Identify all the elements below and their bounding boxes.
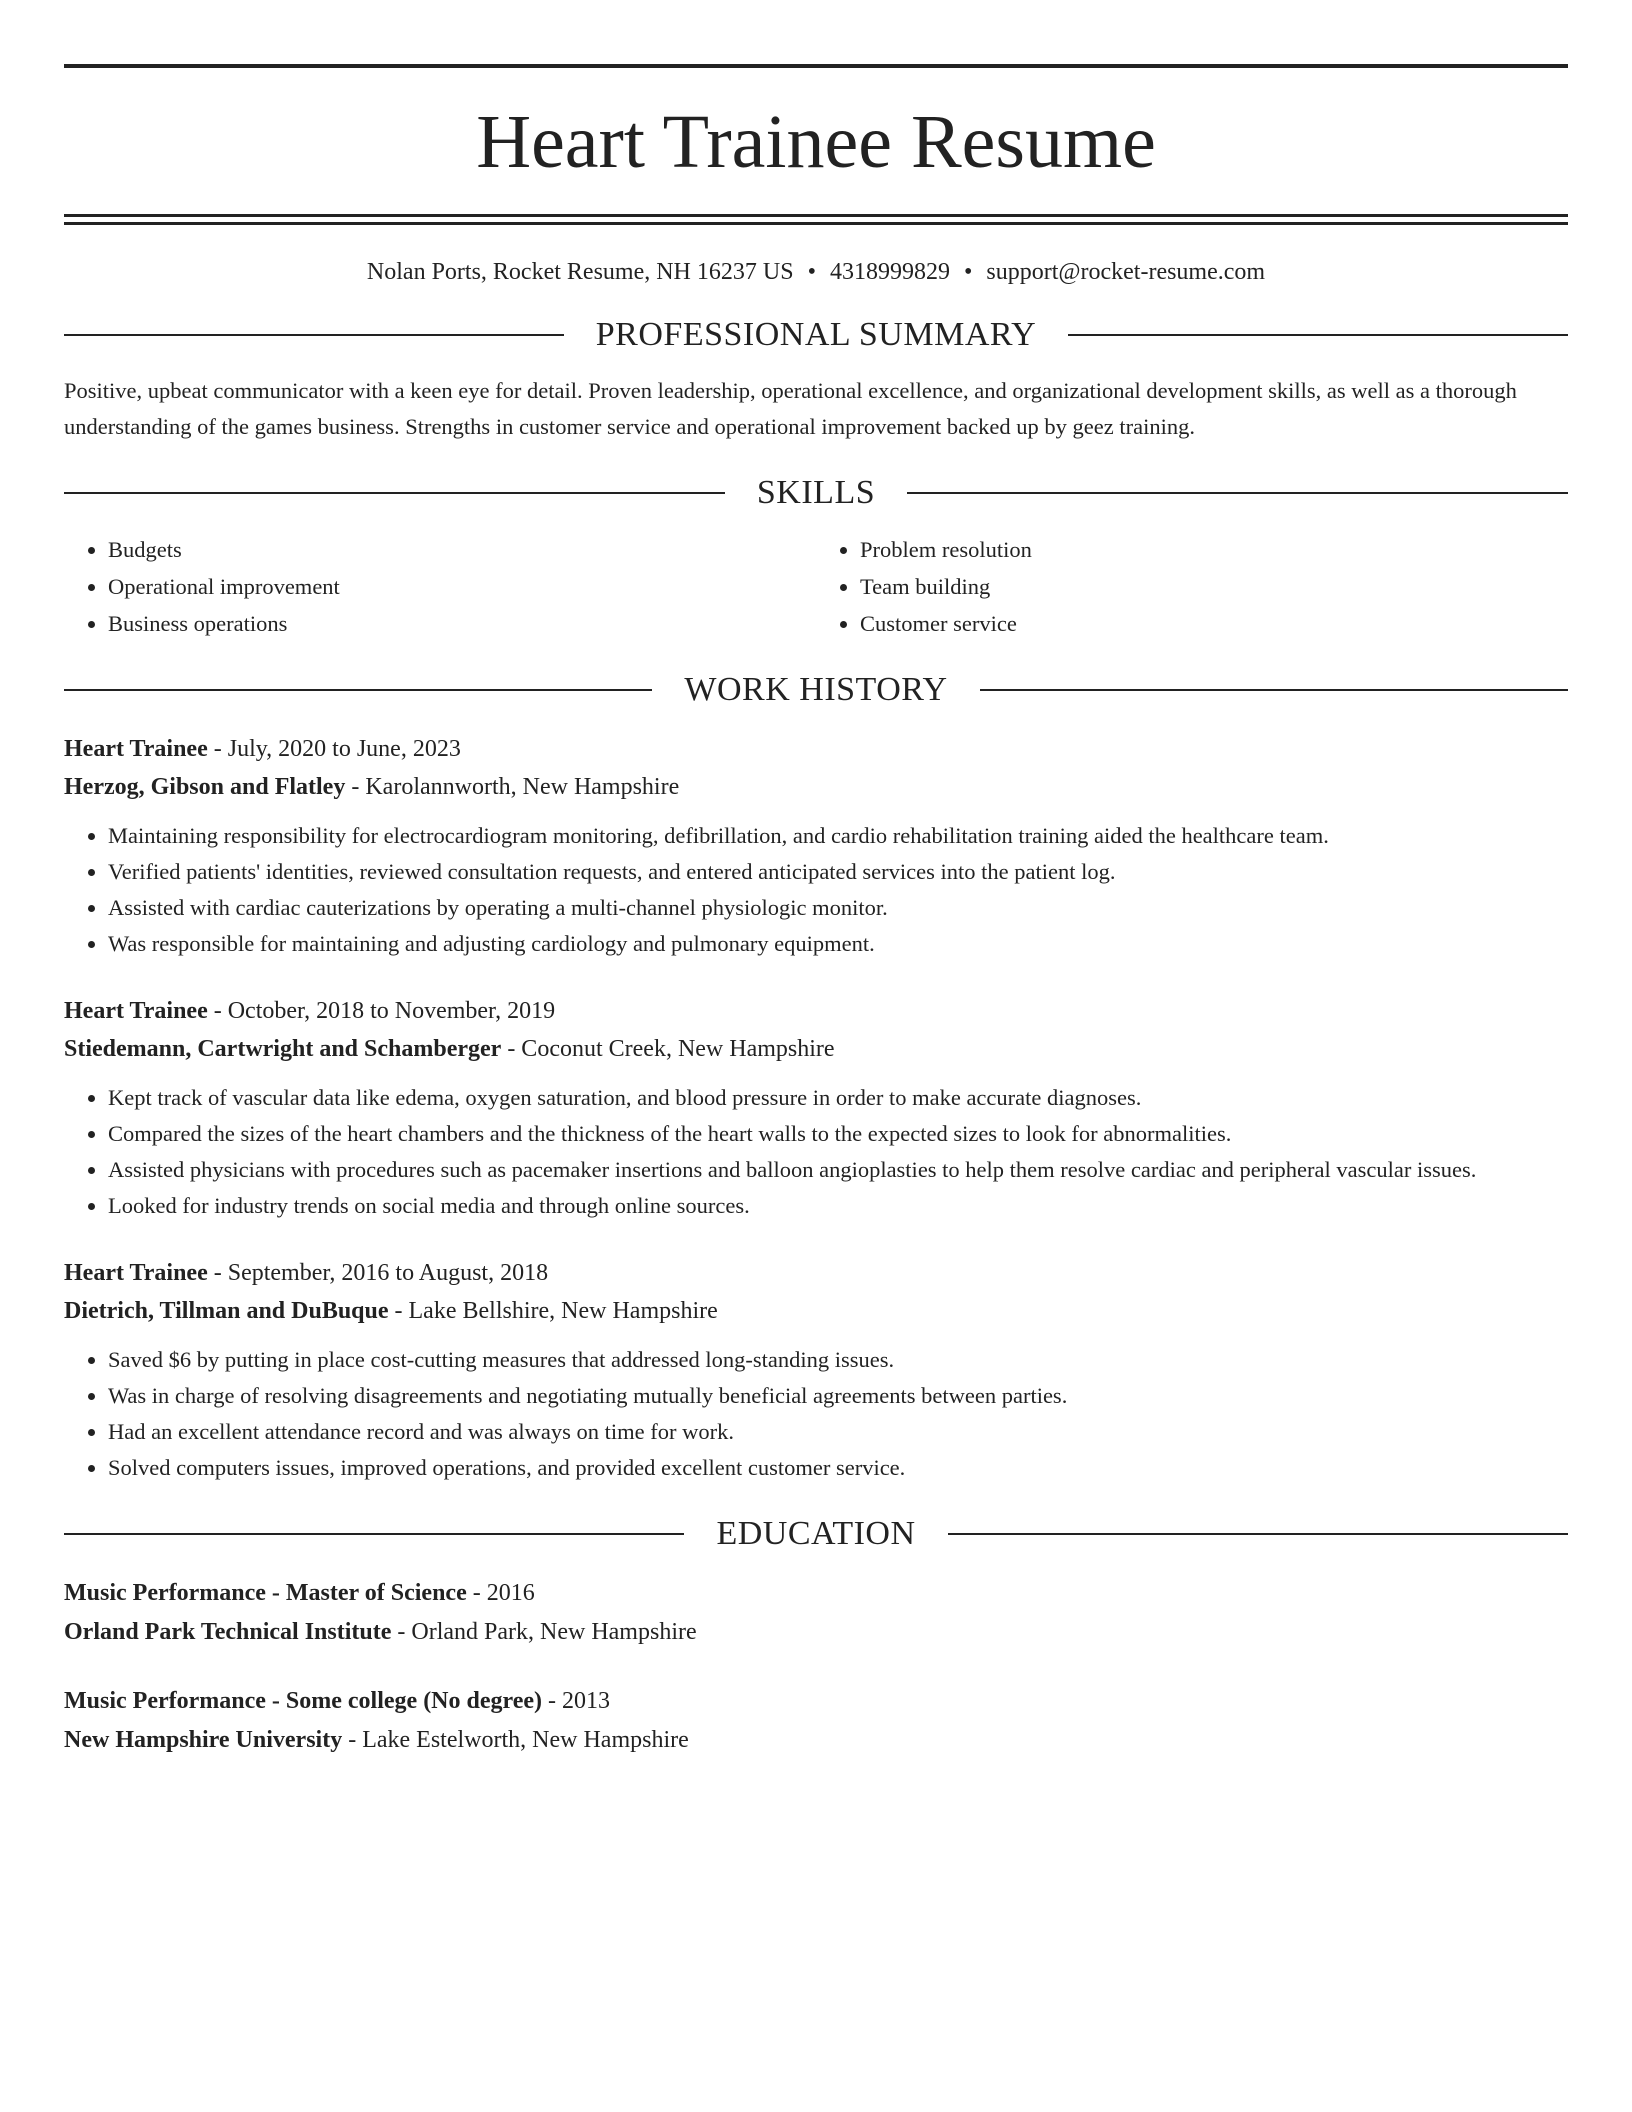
contact-separator: • bbox=[963, 259, 973, 285]
skill-item: • Team building bbox=[860, 568, 1568, 605]
page-title: Heart Trainee Resume bbox=[476, 100, 1156, 184]
skill-item: • Operational improvement bbox=[108, 568, 816, 605]
education-degree: Music Performance - Master of Science bbox=[64, 1580, 467, 1606]
education-entry bbox=[64, 1574, 1568, 1652]
job-bullet: • Had an excellent attendance record and was always on time for work. bbox=[108, 1414, 1568, 1450]
skills-column-right bbox=[816, 531, 1568, 642]
job-bullets bbox=[64, 1080, 1568, 1224]
job-title: Heart Trainee bbox=[64, 1260, 208, 1286]
education-degree-line bbox=[64, 1574, 1568, 1613]
skills-column-left bbox=[64, 531, 816, 642]
education-location: - Lake Estelworth, New Hampshire bbox=[342, 1727, 689, 1753]
job-dates: - September, 2016 to August, 2018 bbox=[207, 1260, 549, 1286]
job-dates: - October, 2018 to November, 2019 bbox=[207, 998, 556, 1024]
job-bullet: • Assisted physicians with procedures such as pacemaker insertions and balloon angioplasties to help them resolve cardiac and peripheral vascular issues. bbox=[108, 1152, 1568, 1188]
job-bullet: • Saved $6 by putting in place cost-cutting measures that addressed long-standing issues. bbox=[108, 1342, 1568, 1378]
education-location: - Orland Park, New Hampshire bbox=[391, 1619, 697, 1645]
job-bullets bbox=[64, 1342, 1568, 1486]
job-company: Stiedemann, Cartwright and Schamberger bbox=[64, 1036, 502, 1062]
education-school: Orland Park Technical Institute bbox=[64, 1619, 392, 1645]
job-company-line bbox=[64, 1030, 1568, 1068]
education-school-line bbox=[64, 1721, 1568, 1760]
job-company-line bbox=[64, 768, 1568, 806]
job-bullet: • Solved computers issues, improved operations, and provided excellent customer service. bbox=[108, 1450, 1568, 1486]
skill-item: • Business operations bbox=[108, 605, 816, 642]
heading-rule-left bbox=[64, 1533, 684, 1535]
job-bullet: • Looked for industry trends on social media and through online sources. bbox=[108, 1188, 1568, 1224]
job-bullet: • Maintaining responsibility for electrocardiogram monitoring, defibrillation, and cardio rehabilitation training aided the healthcare team. bbox=[108, 818, 1568, 854]
job-title-line bbox=[64, 992, 1568, 1030]
job-company-line bbox=[64, 1292, 1568, 1330]
job-entry bbox=[64, 992, 1568, 1224]
summary-heading-label: PROFESSIONAL SUMMARY bbox=[595, 316, 1037, 353]
skills-heading bbox=[64, 469, 1568, 517]
contact-address: Nolan Ports, Rocket Resume, NH 16237 US bbox=[366, 259, 794, 285]
heading-rule-right bbox=[980, 689, 1568, 691]
education-school: New Hampshire University bbox=[64, 1727, 343, 1753]
education-year: - 2016 bbox=[466, 1580, 535, 1606]
job-title: Heart Trainee bbox=[64, 736, 208, 762]
heading-rule-left bbox=[64, 492, 725, 494]
job-bullet: • Verified patients' identities, reviewed consultation requests, and entered anticipated services into the patient log. bbox=[108, 854, 1568, 890]
job-title-line bbox=[64, 730, 1568, 768]
contact-separator: • bbox=[807, 259, 816, 285]
job-dates: - July, 2020 to June, 2023 bbox=[207, 736, 461, 762]
title-double-rule bbox=[64, 214, 1568, 217]
skill-item: • Customer service bbox=[860, 605, 1568, 642]
heading-rule-right bbox=[1068, 334, 1568, 336]
work-heading-label: WORK HISTORY bbox=[684, 671, 948, 708]
skill-item: • Budgets bbox=[108, 531, 816, 568]
contact-line bbox=[64, 257, 1568, 287]
job-location: - Coconut Creek, New Hampshire bbox=[501, 1036, 835, 1062]
job-title-line bbox=[64, 1254, 1568, 1292]
work-heading bbox=[64, 666, 1568, 714]
heading-rule-left bbox=[64, 334, 564, 336]
education-degree: Music Performance - Some college (No degree) bbox=[64, 1688, 543, 1714]
heading-rule-left bbox=[64, 689, 652, 691]
job-bullet: • Assisted with cardiac cauterizations by operating a multi-channel physiologic monitor. bbox=[108, 890, 1568, 926]
skills-list bbox=[64, 531, 1568, 642]
job-bullet: • Was in charge of resolving disagreements and negotiating mutually beneficial agreements between parties. bbox=[108, 1378, 1568, 1414]
education-year: - 2013 bbox=[542, 1688, 611, 1714]
contact-phone: 4318999829 bbox=[829, 259, 950, 285]
job-bullet: • Kept track of vascular data like edema, oxygen saturation, and blood pressure in order to make accurate diagnoses. bbox=[108, 1080, 1568, 1116]
education-school-line bbox=[64, 1613, 1568, 1652]
job-location: - Lake Bellshire, New Hampshire bbox=[388, 1298, 718, 1324]
job-bullet: • Compared the sizes of the heart chambers and the thickness of the heart walls to the expected sizes to look for abnormalities. bbox=[108, 1116, 1568, 1152]
education-entry bbox=[64, 1682, 1568, 1760]
job-title: Heart Trainee bbox=[64, 998, 208, 1024]
education-degree-line bbox=[64, 1682, 1568, 1721]
job-entry bbox=[64, 730, 1568, 962]
job-bullet: • Was responsible for maintaining and adjusting cardiology and pulmonary equipment. bbox=[108, 926, 1568, 962]
job-entry bbox=[64, 1254, 1568, 1486]
heading-rule-right bbox=[948, 1533, 1568, 1535]
contact-email: support@rocket-resume.com bbox=[986, 259, 1266, 285]
job-company: Dietrich, Tillman and DuBuque bbox=[64, 1298, 389, 1324]
summary-text: Positive, upbeat communicator with a keen eye for detail. Proven leadership, operational excellence, and organizational development skills, as well as a thorough understanding of the games business. Strengths in customer service and operational improvement backed up by geez training. bbox=[64, 378, 1517, 439]
education-heading bbox=[64, 1510, 1568, 1558]
job-location: - Karolannworth, New Hampshire bbox=[345, 774, 680, 800]
heading-rule-right bbox=[907, 492, 1568, 494]
education-heading-label: EDUCATION bbox=[716, 1515, 916, 1552]
summary-heading bbox=[64, 311, 1568, 359]
skills-heading-label: SKILLS bbox=[756, 474, 876, 511]
skill-item: • Problem resolution bbox=[860, 531, 1568, 568]
job-company: Herzog, Gibson and Flatley bbox=[64, 774, 346, 800]
top-rule bbox=[64, 64, 1568, 68]
job-bullets bbox=[64, 818, 1568, 962]
